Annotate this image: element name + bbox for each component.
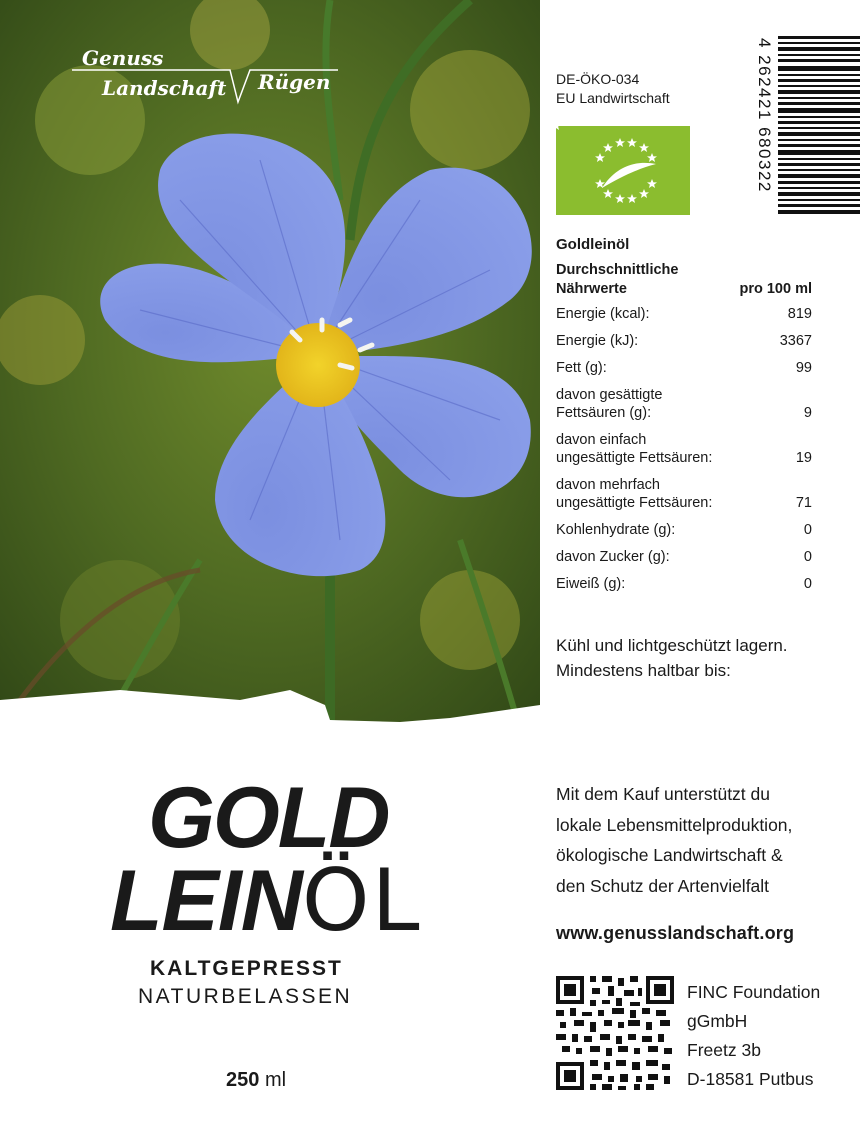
product-title-bold: LEIN bbox=[110, 853, 302, 949]
nutrition-label: davon einfach ungesättigte Fettsäuren: bbox=[556, 432, 713, 466]
nutrition-label: Kohlenhydrate (g): bbox=[556, 522, 676, 538]
volume-number: 250 bbox=[226, 1069, 260, 1091]
brand-line1: Genuss bbox=[82, 46, 164, 70]
website-link[interactable]: www.genusslandschaft.org bbox=[556, 923, 795, 943]
nutrition-value: 19 bbox=[795, 450, 812, 466]
volume-unit: ml bbox=[264, 1069, 287, 1091]
product-volume bbox=[226, 1069, 286, 1092]
certification-origin: EU Landwirtschaft bbox=[556, 90, 670, 106]
brand-line2: Landschaft bbox=[102, 76, 227, 100]
nutrition-value: 0 bbox=[803, 549, 812, 565]
nutrition-row bbox=[556, 359, 812, 377]
nutrition-row bbox=[556, 548, 812, 566]
nutrition-row bbox=[556, 476, 812, 512]
product-title-line1: GOLD bbox=[148, 770, 389, 866]
address-line4: D-18581 Putbus bbox=[687, 1069, 814, 1089]
nutrition-label: davon gesättigte Fettsäuren (g): bbox=[556, 387, 663, 421]
storage-line2: Mindestens haltbar bis: bbox=[556, 661, 731, 680]
nutrition-value: 99 bbox=[795, 360, 812, 376]
nutrition-row bbox=[556, 431, 812, 467]
barcode-digits: 4 262421 680322 bbox=[755, 38, 774, 193]
product-title-line2 bbox=[110, 851, 422, 951]
brand-line3: Rügen bbox=[258, 70, 331, 94]
support-text bbox=[556, 779, 792, 901]
product-subtitle2: NATURBELASSEN bbox=[138, 985, 353, 1008]
nutrition-value: 3367 bbox=[779, 333, 812, 349]
nutrition-label: davon Zucker (g): bbox=[556, 549, 670, 565]
nutrition-title: Goldleinöl bbox=[556, 236, 630, 253]
nutrition-value: 71 bbox=[795, 495, 812, 511]
nutrition-value: 0 bbox=[803, 522, 812, 538]
nutrition-label: Energie (kcal): bbox=[556, 306, 650, 322]
nutrition-row bbox=[556, 521, 812, 539]
nutrition-label: davon mehrfach ungesättigte Fettsäuren: bbox=[556, 477, 713, 511]
nutrition-row bbox=[556, 575, 812, 593]
product-title-thin: ÖL bbox=[301, 851, 422, 951]
nutrition-value: 819 bbox=[787, 306, 812, 322]
nutrition-table bbox=[556, 236, 812, 602]
nutrition-header-label: Durchschnittliche Nährwerte bbox=[556, 262, 679, 297]
nutrition-value: 0 bbox=[803, 576, 812, 592]
nutrition-row bbox=[556, 332, 812, 350]
support-line4: den Schutz der Artenvielfalt bbox=[556, 875, 770, 896]
storage-line1: Kühl und lichtgeschützt lagern. bbox=[556, 636, 788, 655]
certification bbox=[556, 70, 670, 108]
qr-code-icon[interactable] bbox=[556, 976, 674, 1090]
nutrition-header-unit: pro 100 ml bbox=[739, 281, 812, 297]
nutrition-row bbox=[556, 386, 812, 422]
address-line2: gGmbH bbox=[687, 1011, 748, 1031]
nutrition-label: Eiweiß (g): bbox=[556, 576, 626, 592]
nutrition-header bbox=[556, 261, 812, 299]
nutrition-label: Energie (kJ): bbox=[556, 333, 639, 349]
storage-note bbox=[556, 633, 788, 683]
address-line1: FINC Foundation bbox=[687, 982, 821, 1002]
brand-logo bbox=[70, 40, 340, 115]
nutrition-value: 9 bbox=[803, 405, 812, 421]
eu-organic-logo-icon bbox=[556, 126, 690, 215]
support-line1: Mit dem Kauf unterstützt du bbox=[556, 784, 770, 804]
nutrition-row bbox=[556, 305, 812, 323]
address-line3: Freetz 3b bbox=[687, 1040, 761, 1060]
barcode bbox=[752, 36, 860, 216]
support-line2: lokale Lebensmittelproduktion, bbox=[556, 814, 793, 835]
nutrition-label: Fett (g): bbox=[556, 360, 607, 376]
product-subtitle1: KALTGEPRESST bbox=[150, 957, 343, 980]
address-block bbox=[687, 978, 820, 1094]
support-line3: ökologische Landwirtschaft & bbox=[556, 845, 783, 865]
certification-code: DE-ÖKO-034 bbox=[556, 71, 640, 87]
